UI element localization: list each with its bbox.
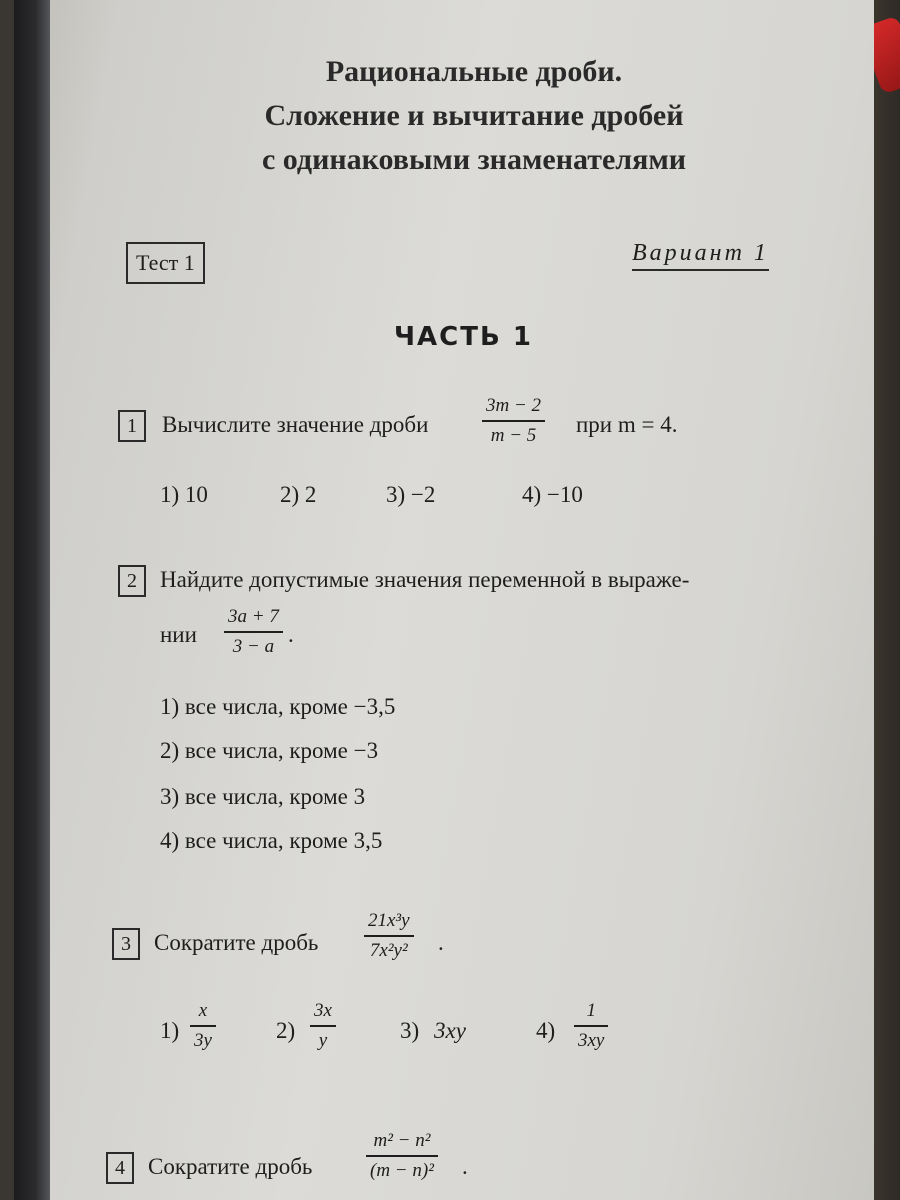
test-label-box: Тест 1 [126, 242, 205, 284]
question-1-fraction [482, 395, 545, 447]
question-2-number: 2 [118, 565, 146, 597]
question-3-option-4-fraction [574, 1000, 608, 1052]
fraction-denominator: m − 5 [490, 424, 537, 446]
question-1-suffix: при m = 4. [576, 412, 678, 437]
question-3-option-2-fraction [310, 1000, 336, 1052]
fraction-numerator: 3x [314, 1000, 332, 1021]
question-2-option-4: 4) все числа, кроме 3,5 [160, 828, 383, 853]
question-4-text: Сократите дробь [148, 1154, 313, 1179]
question-2-text: Найдите допустимые значения переменной в выраже- [160, 567, 690, 592]
question-1-number: 1 [118, 410, 146, 442]
page-title [174, 50, 774, 182]
question-1-option-2: 2) 2 [280, 482, 317, 507]
question-3-option-3-value: 3xy [434, 1018, 466, 1043]
page-content [14, 0, 874, 1200]
question-3-option-1-label: 1) [160, 1018, 180, 1043]
question-3-fraction [364, 910, 414, 962]
title-line-3: с одинаковыми знаменателями [261, 143, 687, 176]
question-3-option-2-label: 2) [276, 1018, 296, 1043]
fraction-bar [482, 420, 545, 422]
question-1-option-1: 1) 10 [160, 482, 208, 507]
fraction-denominator: y [318, 1029, 328, 1051]
question-4-number: 4 [106, 1152, 134, 1184]
fraction-bar [224, 631, 283, 633]
fraction-bar [574, 1025, 608, 1027]
fraction-bar [366, 1155, 438, 1157]
fraction-bar [190, 1025, 216, 1027]
fraction-numerator: x [198, 1000, 208, 1021]
question-1-option-4: 4) −10 [522, 482, 583, 507]
fraction-bar [310, 1025, 336, 1027]
question-3-option-1-fraction [190, 1000, 216, 1052]
question-1-option-3: 3) −2 [386, 482, 436, 507]
question-2-option-1: 1) все числа, кроме −3,5 [160, 694, 396, 719]
question-2-option-2: 2) все числа, кроме −3 [160, 738, 379, 763]
fraction-numerator: 21x³y [368, 910, 410, 931]
fraction-numerator: 3a + 7 [228, 606, 279, 627]
fraction-denominator: 3xy [578, 1029, 605, 1051]
question-2-text-continued: нии [160, 622, 197, 647]
fraction-numerator: m² − n² [373, 1130, 431, 1151]
fraction-denominator: 3 − a [232, 635, 275, 657]
fraction-denominator: (m − n)² [370, 1159, 434, 1181]
variant-label: Вариант 1 [632, 240, 769, 271]
question-2-fraction [224, 606, 283, 658]
question-2-option-3: 3) все числа, кроме 3 [160, 784, 366, 809]
fraction-numerator: 1 [586, 1000, 596, 1021]
question-4-fraction [366, 1130, 438, 1182]
title-line-1: Рациональные дроби. [325, 55, 623, 88]
fraction-denominator: 3y [194, 1029, 212, 1051]
fraction-numerator: 3m − 2 [486, 395, 542, 416]
question-1-text: Вычислите значение дроби [162, 412, 429, 437]
worksheet-page [14, 0, 874, 1200]
question-2-suffix: . [288, 622, 294, 647]
fraction-denominator: 7x²y² [369, 939, 408, 961]
question-3-suffix: . [438, 930, 444, 955]
question-3-number: 3 [112, 928, 140, 960]
title-line-2: Сложение и вычитание дробей [264, 99, 684, 132]
question-3-option-3-label: 3) [400, 1018, 420, 1043]
question-4-suffix: . [462, 1154, 468, 1179]
fraction-bar [364, 935, 414, 937]
question-3-text: Сократите дробь [154, 930, 319, 955]
question-3-option-4-label: 4) [536, 1018, 556, 1043]
part-heading: ЧАСТЬ 1 [394, 322, 533, 352]
